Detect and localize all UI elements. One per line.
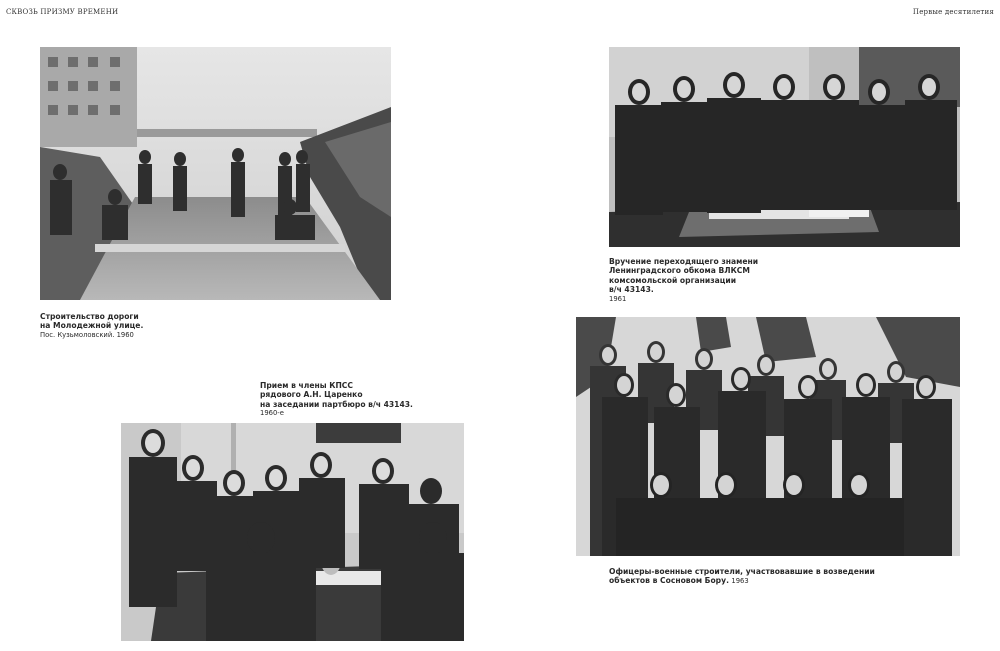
caption-officers-meta: 1963 [731,577,749,586]
caption-road [40,312,240,340]
photo-officers-group [576,317,960,556]
running-head-right: Первые десятилетия [912,8,994,16]
photo-road-construction [40,47,391,300]
caption-officers [609,567,969,587]
caption-road-meta: Пос. Кузьмоловский. 1960 [40,330,134,339]
caption-kpss-title: Прием в члены КПСС рядового А.Н. Царенко на заседании партбюро в/ч 43143. [260,381,413,409]
caption-kpss [260,381,460,419]
caption-banner [609,257,909,304]
caption-officers-title: Офицеры-военные строители, участвовавшие в возведении объектов в Сосновом Бору. [609,567,875,586]
caption-kpss-meta: 1960-е [260,409,284,418]
photo-party-meeting [121,423,464,641]
running-head-left: СКВОЗЬ ПРИЗМУ ВРЕМЕНИ [6,8,119,16]
caption-banner-meta: 1961 [609,294,627,303]
caption-banner-title: Вручение переходящего знамени Ленинградского обкома ВЛКСМ комсомольской организации в/ч 43143. [609,257,759,295]
caption-road-title: Строительство дороги на Молодежной улице. [40,312,144,331]
photo-banner-presentation [609,47,960,247]
